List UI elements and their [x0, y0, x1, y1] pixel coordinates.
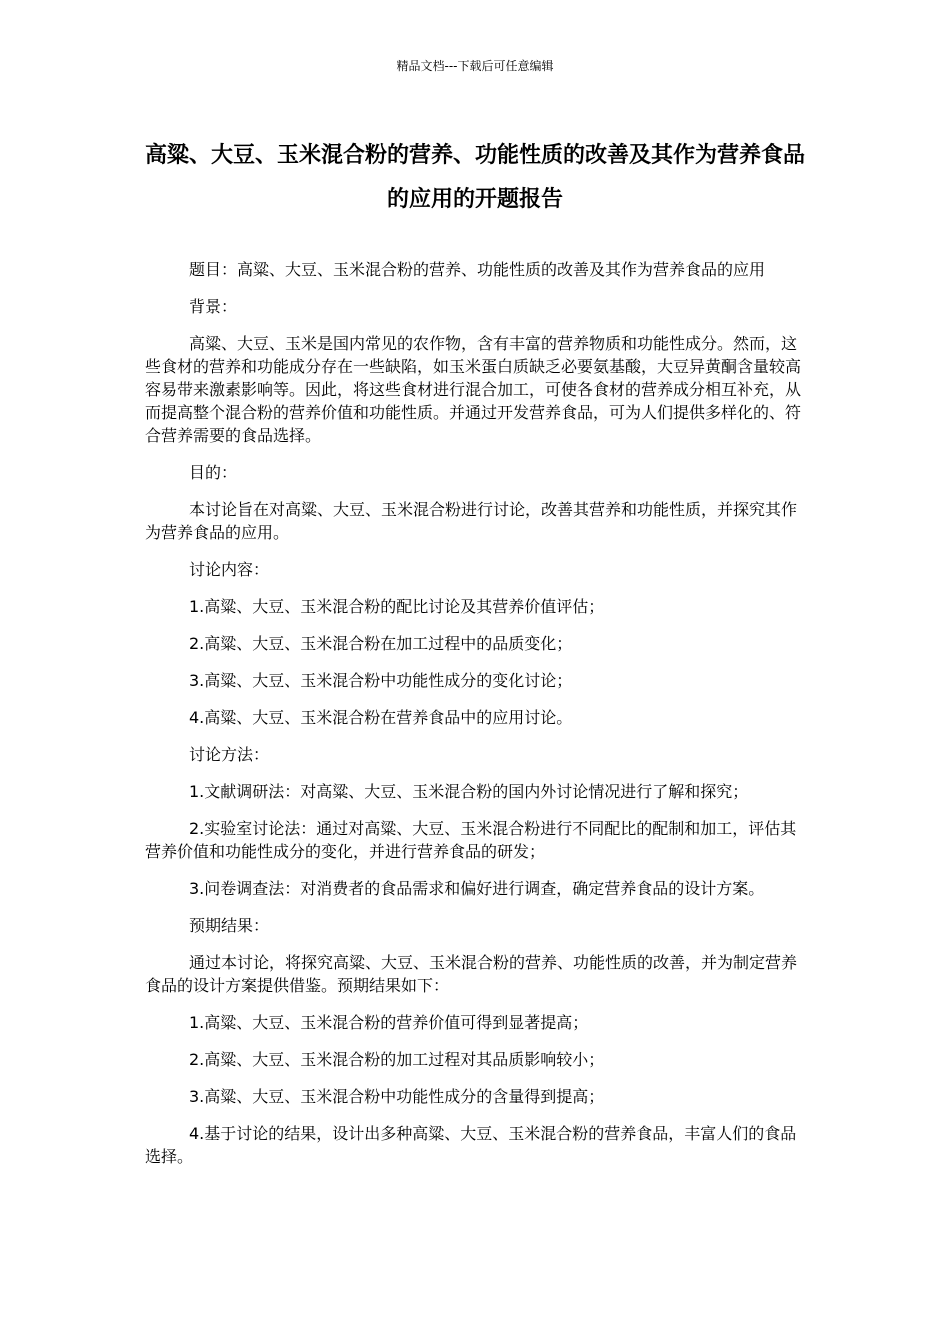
background-heading: 背景： — [189, 297, 238, 316]
topic-paragraph: 题目：高粱、大豆、玉米混合粉的营养、功能性质的改善及其作为营养食品的应用 — [189, 260, 766, 279]
research-content-item: 4.高粱、大豆、玉米混合粉在营养食品中的应用讨论。 — [189, 708, 573, 727]
expected-result-item: 1.高粱、大豆、玉米混合粉的营养价值可得到显著提高； — [189, 1013, 589, 1032]
research-content-heading: 讨论内容： — [189, 560, 270, 579]
expected-result-item: 3.高粱、大豆、玉米混合粉中功能性成分的含量得到提高； — [189, 1087, 605, 1106]
research-method-item: 2.实验室讨论法：通过对高粱、大豆、玉米混合粉进行不同配比的配制和加工，评估其营养价值和功能性成分的变化，并进行营养食品的研发； — [145, 819, 797, 861]
expected-results-heading: 预期结果： — [189, 916, 270, 935]
background-paragraph: 高粱、大豆、玉米是国内常见的农作物，含有丰富的营养物质和功能性成分。然而，这些食材的营养和功能成分存在一些缺陷，如玉米蛋白质缺乏必要氨基酸，大豆异黄酮含量较高容易带来激素影响等。因此，将这些食材进行混合加工，可使各食材的营养成分相互补充，从而提高整个混合粉的营养价值和功能性质。并通过开发营养食品，可为人们提供多样化的、符合营养需要的食品选择。 — [145, 334, 802, 445]
expected-result-item: 4.基于讨论的结果，设计出多种高粱、大豆、玉米混合粉的营养食品，丰富人们的食品选择。 — [145, 1124, 797, 1166]
research-method-heading: 讨论方法： — [189, 745, 270, 764]
document-body — [145, 258, 805, 1182]
expected-result-item: 2.高粱、大豆、玉米混合粉的加工过程对其品质影响较小； — [189, 1050, 605, 1069]
page-header-note: 精品文档---下载后可任意编辑 — [396, 59, 554, 73]
expected-results-paragraph: 通过本讨论，将探究高粱、大豆、玉米混合粉的营养、功能性质的改善，并为制定营养食品的设计方案提供借鉴。预期结果如下： — [145, 953, 798, 995]
research-method-item: 1.文献调研法：对高粱、大豆、玉米混合粉的国内外讨论情况进行了解和探究； — [189, 782, 749, 801]
research-content-item: 1.高粱、大豆、玉米混合粉的配比讨论及其营养价值评估； — [189, 597, 605, 616]
research-content-item: 2.高粱、大豆、玉米混合粉在加工过程中的品质变化； — [189, 634, 573, 653]
research-method-item: 3.问卷调查法：对消费者的食品需求和偏好进行调查，确定营养食品的设计方案。 — [189, 879, 765, 898]
purpose-heading: 目的： — [189, 463, 238, 482]
purpose-paragraph: 本讨论旨在对高粱、大豆、玉米混合粉进行讨论，改善其营养和功能性质，并探究其作为营养食品的应用。 — [145, 500, 798, 542]
document-title: 高粱、大豆、玉米混合粉的营养、功能性质的改善及其作为营养食品的应用的开题报告 — [145, 143, 806, 212]
research-content-item: 3.高粱、大豆、玉米混合粉中功能性成分的变化讨论； — [189, 671, 573, 690]
